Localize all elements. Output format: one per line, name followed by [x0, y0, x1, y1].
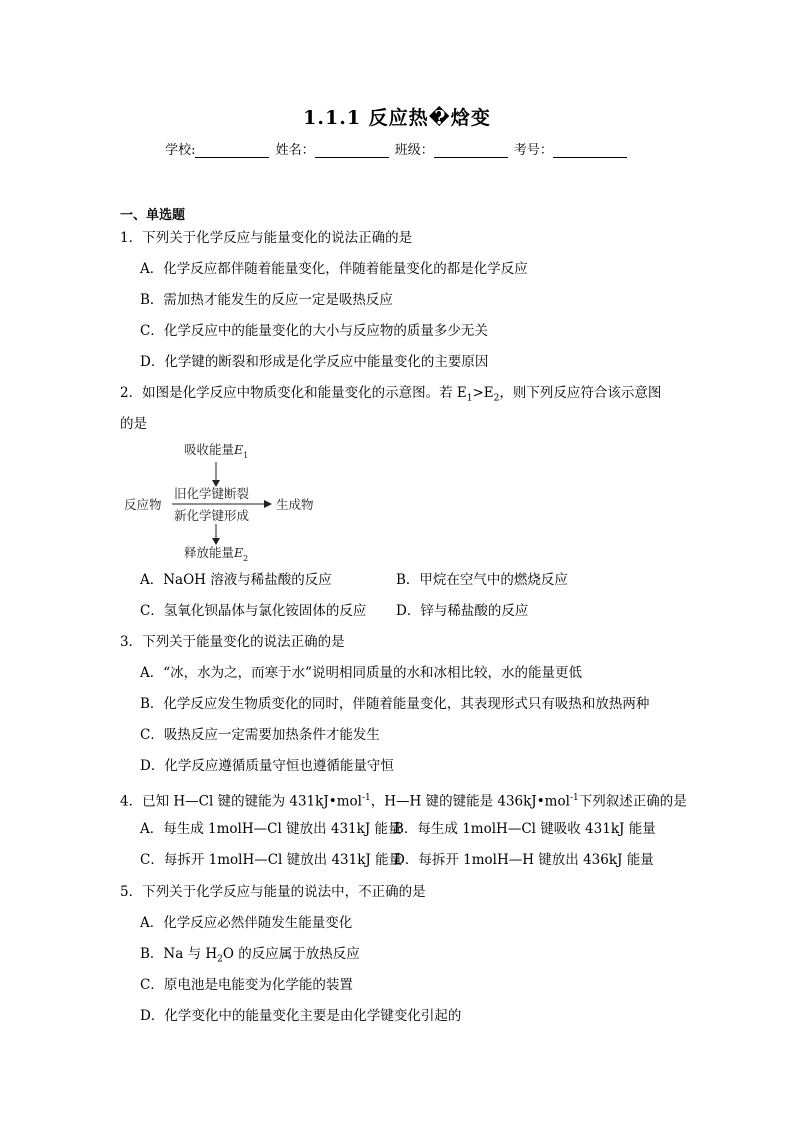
- q4-stem-a: 4．已知 H—Cl 键的键能为 431kJ•mol: [120, 793, 362, 810]
- diagram-form-label: 新化学键形成: [174, 508, 250, 523]
- q4-stem-c: 下列叙述正确的是: [578, 793, 687, 810]
- q2-gt: >E: [472, 385, 494, 401]
- q2-stem-post: ，则下列反应符合该示意图: [499, 385, 662, 401]
- question-5-option-c: C．原电池是电能变为化学能的装置: [140, 977, 353, 993]
- question-4-option-b: B．每生成 1molH—Cl 键吸收 431kJ 能量: [394, 821, 656, 837]
- question-5-option-b: [140, 944, 360, 970]
- question-1-option-a: A．化学反应都伴随着能量变化，伴随着能量变化的都是化学反应: [140, 261, 528, 277]
- q2-sub-2: 2: [493, 393, 500, 404]
- question-1-option-b: B．需加热才能发生的反应一定是吸热反应: [140, 292, 393, 308]
- diagram-break-label: 旧化学键断裂: [174, 486, 250, 501]
- question-5-stem: 5．下列关于化学反应与能量的说法中，不正确的是: [120, 884, 426, 900]
- question-1-option-c: C．化学反应中的能量变化的大小与反应物的质量多少无关: [140, 323, 488, 339]
- page-title: 1.1.1 反应热�焓变: [303, 107, 491, 129]
- question-3-option-d: D．化学反应遵循质量守恒也遵循能量守恒: [140, 758, 394, 774]
- question-2-option-b: B．甲烷在空气中的燃烧反应: [396, 572, 568, 588]
- question-4-option-c: C．每拆开 1molH—Cl 键放出 431kJ 能量: [140, 852, 403, 868]
- question-3-option-b: B．化学反应发生物质变化的同时，伴随着能量变化，其表现形式只有吸热和放热两种: [140, 696, 650, 712]
- school-label: 学校:: [165, 143, 196, 158]
- class-blank[interactable]: [434, 144, 508, 158]
- q4-stem-b: ，H—H 键的键能是 436kJ•mol: [370, 793, 570, 810]
- question-3-option-a: A．“冰，水为之，而寒于水”说明相同质量的水和冰相比较，水的能量更低: [140, 665, 583, 681]
- q2-sub-1: 1: [466, 393, 473, 404]
- q5-b-post: O 的反应属于放热反应: [222, 946, 360, 962]
- question-5-option-d: D．化学变化中的能量变化主要是由化学键变化引起的: [140, 1008, 462, 1024]
- question-2-stem-line2: 的是: [120, 416, 147, 432]
- question-2-option-d: D．锌与稀盐酸的反应: [396, 603, 529, 619]
- question-4-option-d: D．每拆开 1molH—H 键放出 436kJ 能量: [394, 852, 654, 868]
- section-heading: 一、单选题: [120, 208, 186, 223]
- diagram-release-label: 释放能量$E_2$: [184, 545, 249, 563]
- question-4-stem: [120, 788, 687, 812]
- q5-b-sub: 2: [217, 954, 223, 965]
- question-4-option-a: A．每生成 1molH—Cl 键放出 431kJ 能量: [140, 821, 402, 837]
- question-3-stem: 3．下列关于能量变化的说法正确的是: [120, 634, 345, 650]
- question-3-option-c: C．吸热反应一定需要加热条件才能发生: [140, 727, 380, 743]
- student-info-line: [0, 139, 794, 158]
- question-2-option-c: C．氢氧化钡晶体与氯化铵固体的反应: [140, 603, 367, 619]
- energy-diagram: [118, 436, 338, 566]
- question-1-option-d: D．化学键的断裂和形成是化学反应中能量变化的主要原因: [140, 354, 489, 370]
- question-2-stem: [120, 383, 680, 409]
- name-blank[interactable]: [315, 144, 389, 158]
- question-1-stem: 1．下列关于化学反应与能量变化的说法正确的是: [120, 230, 413, 246]
- q4-sup-b: -1: [569, 793, 579, 803]
- diagram-absorb-label: 吸收能量$E_1$: [184, 442, 249, 460]
- number-blank[interactable]: [553, 144, 627, 158]
- question-5-option-a: A．化学反应必然伴随发生能量变化: [140, 915, 353, 931]
- diagram-reactant-label: 反应物: [124, 497, 162, 512]
- number-label: 考号：: [513, 143, 553, 158]
- reaction-arrow-head: [264, 500, 272, 508]
- q2-stem-pre: 2．如图是化学反应中物质变化和能量变化的示意图。若 E: [120, 385, 467, 401]
- q5-b-pre: B．Na 与 H: [140, 946, 218, 962]
- school-blank[interactable]: [195, 144, 269, 158]
- name-label: 姓名：: [275, 143, 315, 158]
- q4-sup-a: -1: [361, 793, 371, 803]
- question-2-option-a: A．NaOH 溶液与稀盐酸的反应: [140, 572, 332, 588]
- release-arrow-head: [212, 538, 220, 545]
- class-label: 班级：: [394, 143, 434, 158]
- diagram-product-label: 生成物: [276, 497, 314, 512]
